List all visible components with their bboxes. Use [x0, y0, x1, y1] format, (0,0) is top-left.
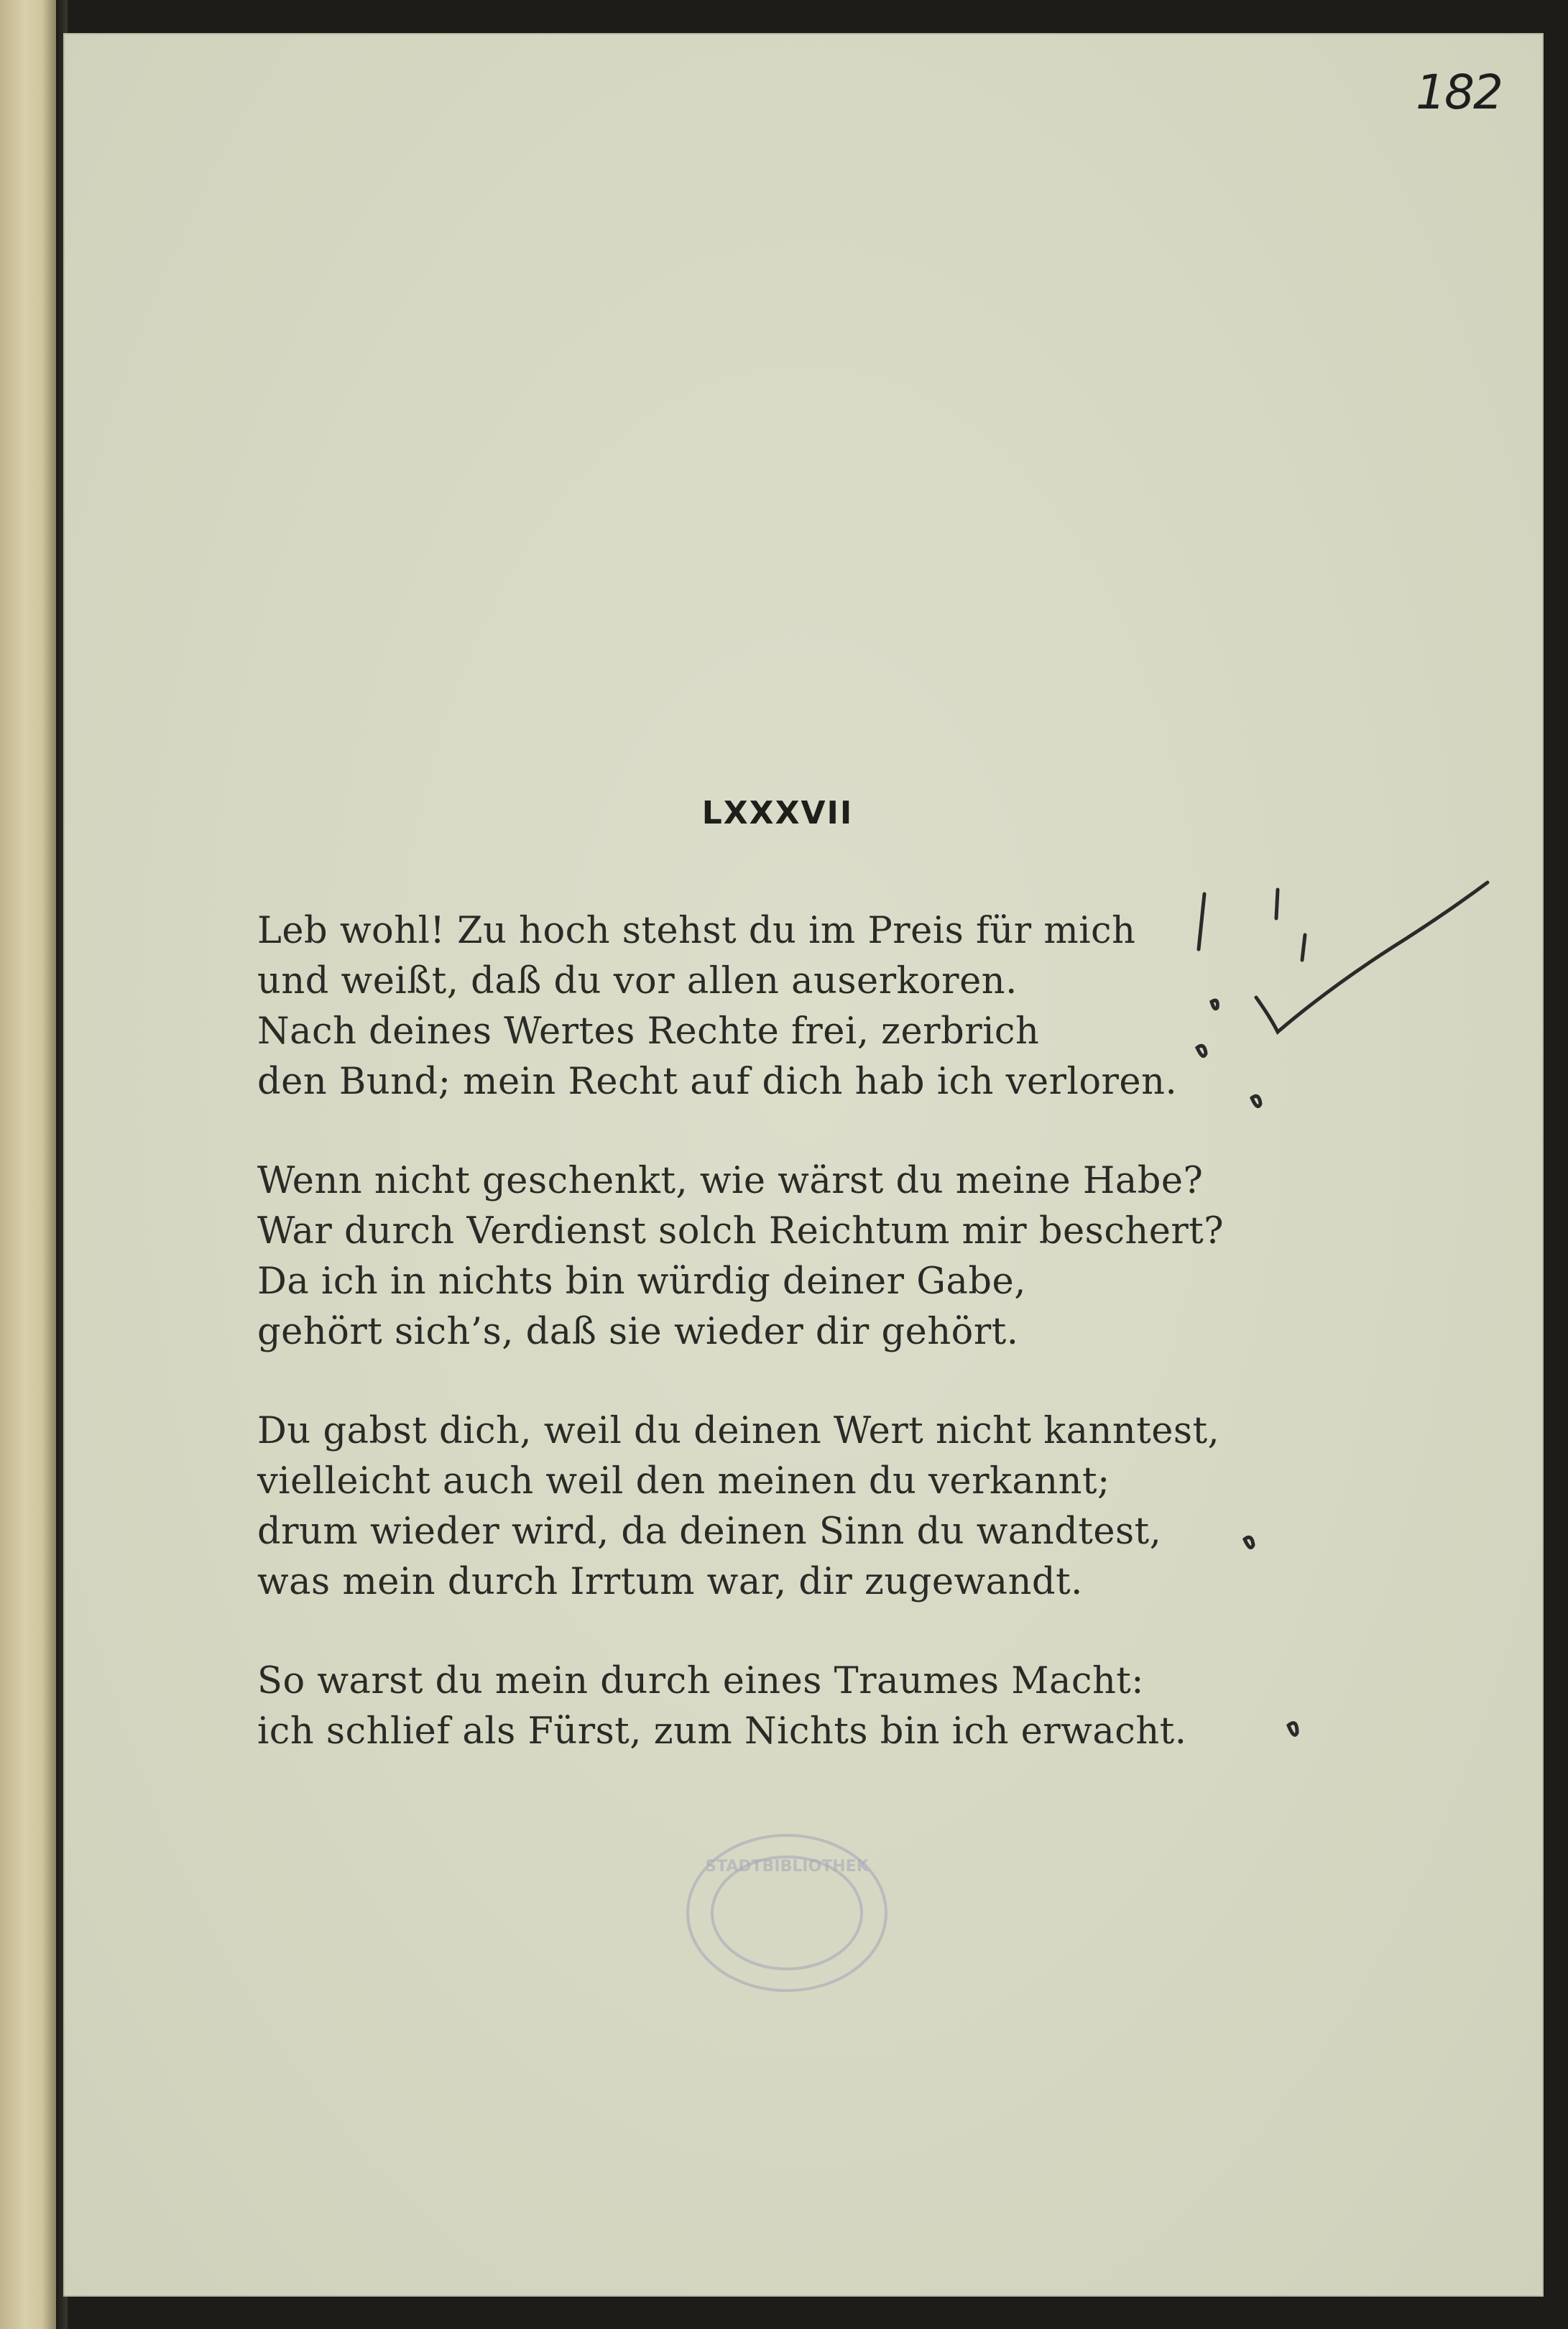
poem-line: War durch Verdienst solch Reichtum mir beschert? [257, 1210, 1225, 1253]
library-stamp [679, 1827, 895, 1999]
pencil-circle-mark [1245, 1537, 1253, 1547]
pencil-stroke-mark [1302, 935, 1305, 960]
pencil-circle-mark [1212, 1000, 1217, 1009]
pencil-stroke-mark [1199, 894, 1204, 949]
poem-line: Leb wohl! Zu hoch stehst du im Preis für mich [257, 910, 1136, 952]
pencil-circle-mark [1288, 1723, 1297, 1735]
poem-line: gehört sich’s, daß sie wieder dir gehört. [257, 1311, 1019, 1353]
poem-line: und weißt, daß du vor allen auserkoren. [257, 960, 1018, 1002]
pencil-circle-mark [1252, 1096, 1260, 1106]
left-page-edge [0, 0, 56, 2329]
page-number: 182 [1416, 65, 1502, 120]
pencil-stroke-mark [1276, 890, 1278, 918]
poem-line: So warst du mein durch eines Traumes Macht: [257, 1660, 1144, 1702]
stamp-text: STADTBIBLIOTHEK [705, 1858, 869, 1876]
poem-line: drum wieder wird, da deinen Sinn du wandtest, [257, 1511, 1162, 1553]
poem-line: vielleicht auch weil den meinen du verkannt; [257, 1460, 1110, 1503]
poem-line: ich schlief als Fürst, zum Nichts bin ich erwacht. [257, 1710, 1187, 1753]
sonnet-number: LXXXVII [701, 795, 854, 831]
poem-line: Nach deines Wertes Rechte frei, zerbrich [257, 1010, 1040, 1053]
poem-line: Du gabst dich, weil du deinen Wert nicht kanntest, [257, 1410, 1220, 1452]
poem-line: den Bund; mein Recht auf dich hab ich verloren. [257, 1061, 1178, 1103]
poem-line: Wenn nicht geschenkt, wie wärst du meine Habe? [257, 1160, 1204, 1202]
poem-line: was mein durch Irrtum war, dir zugewandt. [257, 1561, 1083, 1603]
pencil-circle-mark [1197, 1046, 1206, 1056]
pencil-check-mark [1256, 882, 1488, 1032]
book-page [63, 33, 1544, 2297]
poem-line: Da ich in nichts bin würdig deiner Gabe, [257, 1260, 1026, 1303]
